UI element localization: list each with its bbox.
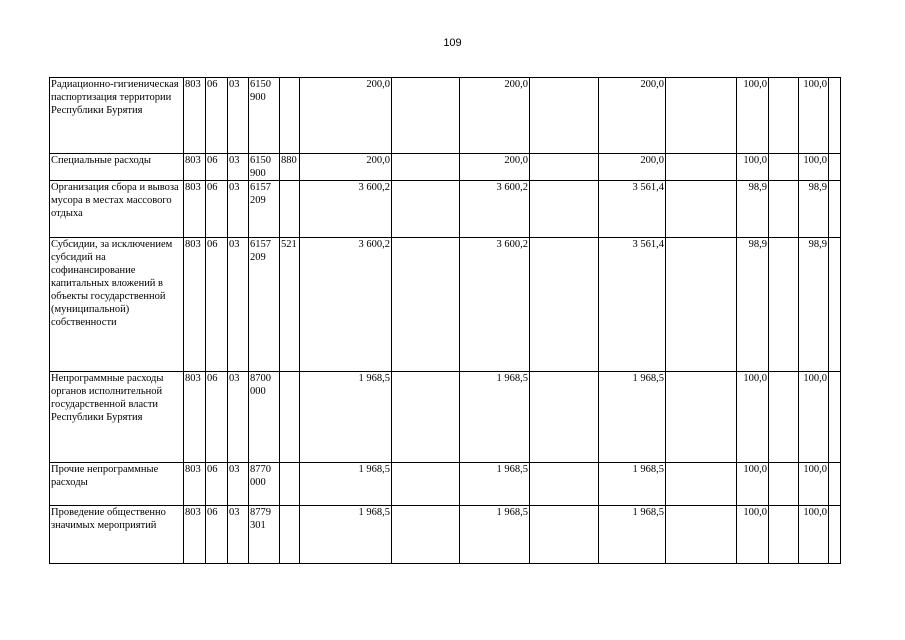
cell-grbs: 803 — [184, 238, 206, 372]
cell-csr: 8779 301 — [249, 506, 280, 564]
cell-executed: 200,0 — [599, 78, 666, 154]
cell-vr — [280, 181, 300, 238]
cell-empty — [392, 181, 460, 238]
cell-executed: 3 561,4 — [599, 181, 666, 238]
cell-empty — [769, 506, 799, 564]
cell-pct-plan: 100,0 — [737, 463, 769, 506]
cell-rz: 06 — [206, 506, 228, 564]
cell-pct-refined: 100,0 — [799, 154, 829, 181]
cell-empty — [392, 78, 460, 154]
cell-empty — [829, 154, 841, 181]
cell-name: Радиационно-гигиеническая паспортизация территории Республики Бурятия — [50, 78, 184, 154]
cell-empty — [666, 78, 737, 154]
cell-rz: 06 — [206, 181, 228, 238]
cell-name: Специальные расходы — [50, 154, 184, 181]
cell-csr: 6150 900 — [249, 78, 280, 154]
cell-rz: 06 — [206, 463, 228, 506]
cell-plan: 3 600,2 — [300, 238, 392, 372]
cell-empty — [530, 463, 599, 506]
cell-pct-plan: 100,0 — [737, 154, 769, 181]
cell-empty — [530, 181, 599, 238]
cell-pct-plan: 100,0 — [737, 372, 769, 463]
cell-vr: 521 — [280, 238, 300, 372]
cell-pct-refined: 98,9 — [799, 238, 829, 372]
cell-executed: 1 968,5 — [599, 506, 666, 564]
cell-empty — [530, 506, 599, 564]
cell-vr — [280, 463, 300, 506]
cell-empty — [769, 238, 799, 372]
cell-name: Организация сбора и вывоза мусора в местах массового отдыха — [50, 181, 184, 238]
cell-empty — [769, 372, 799, 463]
table-row — [50, 506, 841, 564]
cell-csr: 6150 900 — [249, 154, 280, 181]
table-row — [50, 463, 841, 506]
cell-empty — [392, 154, 460, 181]
cell-empty — [829, 372, 841, 463]
cell-vr — [280, 506, 300, 564]
cell-pr: 03 — [228, 463, 249, 506]
cell-refined: 3 600,2 — [460, 181, 530, 238]
cell-empty — [769, 154, 799, 181]
cell-pr: 03 — [228, 238, 249, 372]
cell-name: Прочие непрограммные расходы — [50, 463, 184, 506]
cell-empty — [666, 506, 737, 564]
cell-empty — [769, 181, 799, 238]
cell-pct-refined: 100,0 — [799, 506, 829, 564]
cell-empty — [392, 506, 460, 564]
cell-grbs: 803 — [184, 372, 206, 463]
cell-empty — [829, 238, 841, 372]
cell-empty — [530, 372, 599, 463]
cell-name: Проведение общественно значимых мероприятий — [50, 506, 184, 564]
cell-empty — [392, 372, 460, 463]
cell-plan: 200,0 — [300, 78, 392, 154]
cell-empty — [769, 463, 799, 506]
cell-plan: 1 968,5 — [300, 506, 392, 564]
cell-refined: 1 968,5 — [460, 463, 530, 506]
cell-empty — [829, 181, 841, 238]
table-row — [50, 372, 841, 463]
cell-plan: 3 600,2 — [300, 181, 392, 238]
cell-empty — [530, 78, 599, 154]
cell-pct-plan: 98,9 — [737, 181, 769, 238]
cell-empty — [392, 463, 460, 506]
cell-empty — [829, 463, 841, 506]
cell-refined: 1 968,5 — [460, 372, 530, 463]
cell-empty — [392, 238, 460, 372]
cell-csr: 8770 000 — [249, 463, 280, 506]
cell-pct-refined: 100,0 — [799, 372, 829, 463]
cell-csr: 6157 209 — [249, 181, 280, 238]
table-row — [50, 154, 841, 181]
cell-pr: 03 — [228, 181, 249, 238]
cell-empty — [530, 238, 599, 372]
cell-empty — [829, 78, 841, 154]
table-row — [50, 181, 841, 238]
cell-executed: 1 968,5 — [599, 372, 666, 463]
cell-name: Непрограммные расходы органов исполнительной государственной власти Республики Бурятия — [50, 372, 184, 463]
budget-table — [49, 77, 841, 564]
cell-name: Субсидии, за исключением субсидий на софинансирование капитальных вложений в объекты государственной (муниципальной) собственности — [50, 238, 184, 372]
cell-pct-plan: 98,9 — [737, 238, 769, 372]
cell-empty — [666, 238, 737, 372]
cell-refined: 3 600,2 — [460, 238, 530, 372]
cell-grbs: 803 — [184, 78, 206, 154]
cell-grbs: 803 — [184, 181, 206, 238]
cell-pct-plan: 100,0 — [737, 78, 769, 154]
cell-csr: 8700 000 — [249, 372, 280, 463]
cell-empty — [530, 154, 599, 181]
cell-pr: 03 — [228, 506, 249, 564]
cell-pr: 03 — [228, 78, 249, 154]
cell-pct-refined: 98,9 — [799, 181, 829, 238]
cell-rz: 06 — [206, 238, 228, 372]
cell-rz: 06 — [206, 372, 228, 463]
cell-refined: 1 968,5 — [460, 506, 530, 564]
cell-plan: 1 968,5 — [300, 463, 392, 506]
cell-plan: 1 968,5 — [300, 372, 392, 463]
cell-pct-refined: 100,0 — [799, 78, 829, 154]
cell-rz: 06 — [206, 154, 228, 181]
cell-empty — [769, 78, 799, 154]
cell-executed: 3 561,4 — [599, 238, 666, 372]
cell-refined: 200,0 — [460, 154, 530, 181]
cell-rz: 06 — [206, 78, 228, 154]
cell-pct-plan: 100,0 — [737, 506, 769, 564]
table-row — [50, 78, 841, 154]
cell-csr: 6157 209 — [249, 238, 280, 372]
cell-grbs: 803 — [184, 154, 206, 181]
cell-grbs: 803 — [184, 463, 206, 506]
cell-refined: 200,0 — [460, 78, 530, 154]
page-number: 109 — [443, 37, 462, 49]
cell-grbs: 803 — [184, 506, 206, 564]
cell-vr — [280, 78, 300, 154]
cell-plan: 200,0 — [300, 154, 392, 181]
cell-pr: 03 — [228, 154, 249, 181]
cell-vr — [280, 372, 300, 463]
cell-empty — [666, 372, 737, 463]
cell-vr: 880 — [280, 154, 300, 181]
cell-executed: 1 968,5 — [599, 463, 666, 506]
cell-executed: 200,0 — [599, 154, 666, 181]
cell-pct-refined: 100,0 — [799, 463, 829, 506]
cell-pr: 03 — [228, 372, 249, 463]
table-row — [50, 238, 841, 372]
cell-empty — [666, 463, 737, 506]
cell-empty — [829, 506, 841, 564]
cell-empty — [666, 181, 737, 238]
cell-empty — [666, 154, 737, 181]
